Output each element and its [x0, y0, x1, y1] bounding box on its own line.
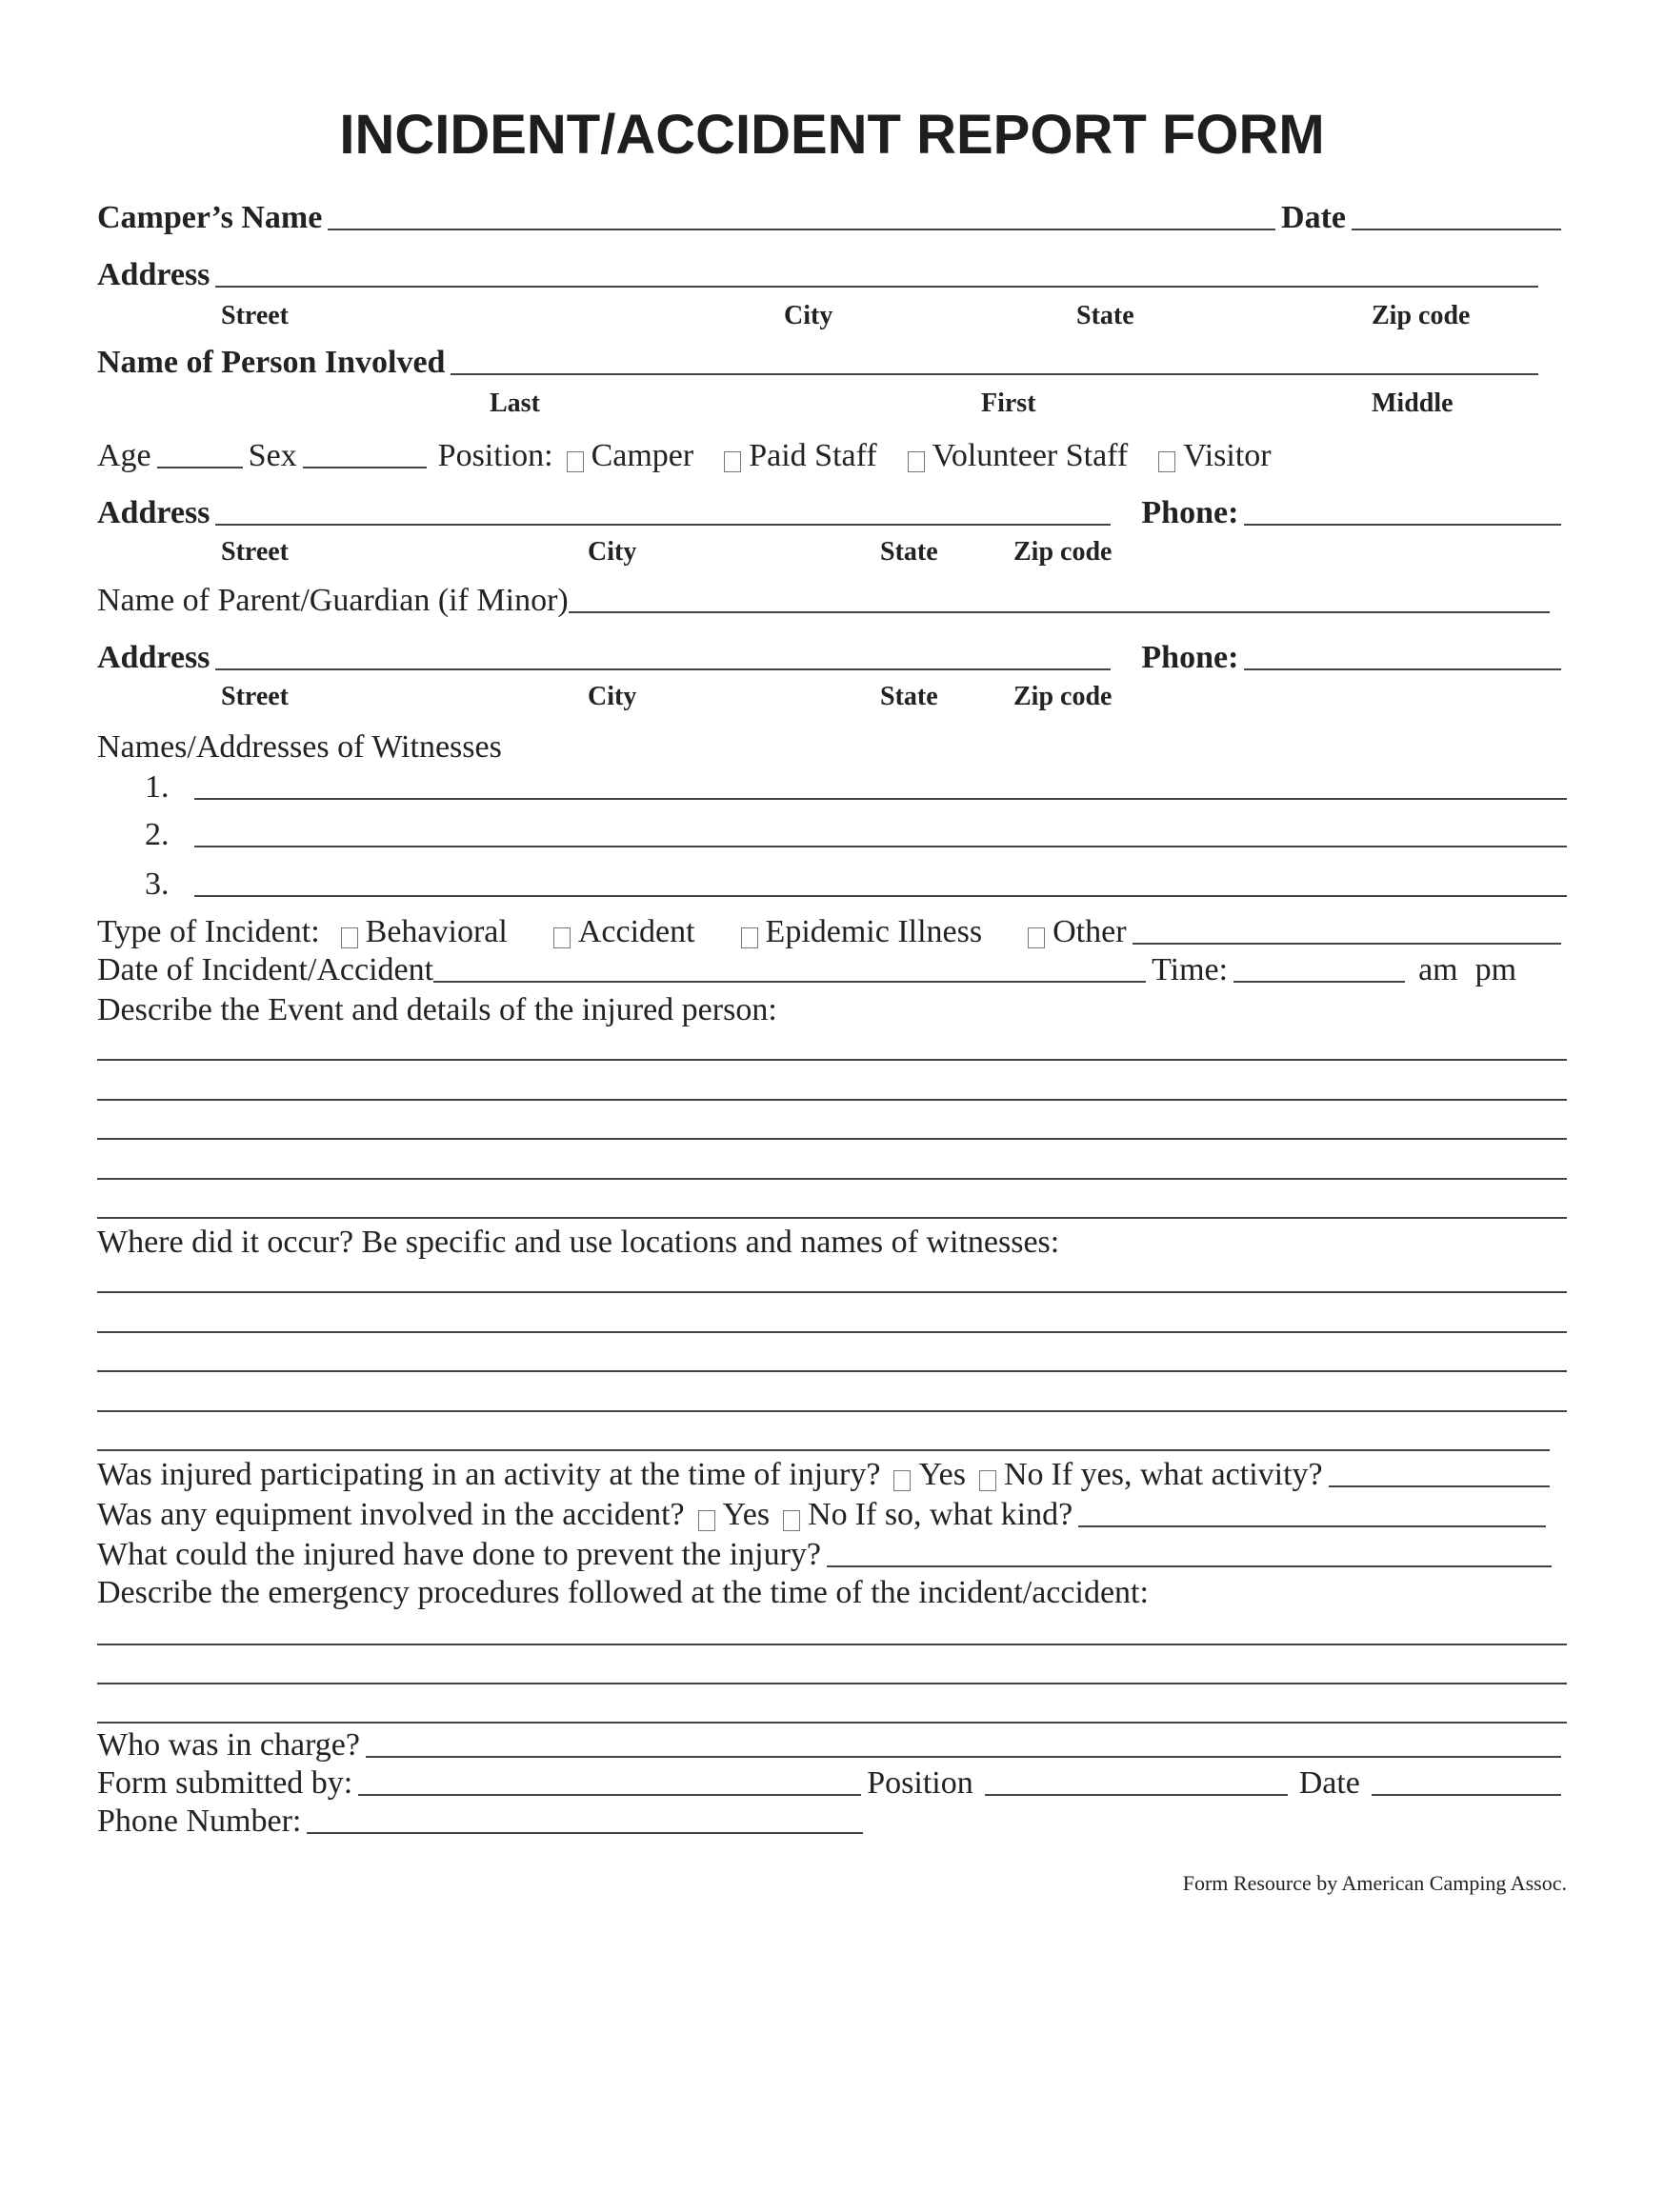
equipment-follow-label: If so, what kind?	[854, 1497, 1073, 1532]
describe-line-4[interactable]	[97, 1178, 1567, 1180]
emergency-line-2[interactable]	[97, 1683, 1567, 1684]
witnesses-label: Names/Addresses of Witnesses	[97, 729, 502, 765]
where-line-1[interactable]	[97, 1291, 1567, 1293]
age-field[interactable]	[157, 467, 243, 468]
activity-question: Was injured participating in an activity at the time of injury?	[97, 1457, 881, 1492]
type-other-label: Other	[1053, 914, 1127, 949]
prevention-field[interactable]	[827, 1565, 1552, 1567]
submitted-date-label: Date	[1298, 1765, 1360, 1801]
camper-date-field[interactable]	[1352, 229, 1561, 230]
equipment-no-checkbox[interactable]	[783, 1510, 800, 1531]
position-camper-checkbox[interactable]	[567, 451, 584, 472]
state-caption-2: State	[880, 537, 938, 567]
time-pm-label: pm	[1474, 952, 1517, 987]
type-accident-label: Accident	[577, 914, 695, 949]
phone-label-3: Phone:	[1141, 640, 1239, 675]
camper-date-label: Date	[1281, 200, 1346, 235]
phone-number-field[interactable]	[307, 1832, 863, 1834]
incident-time-field[interactable]	[1233, 981, 1405, 983]
witness-number-1: 1.	[145, 769, 170, 805]
address-field-2[interactable]	[215, 524, 1111, 526]
address-label-1: Address	[97, 257, 211, 292]
incident-type-label: Type of Incident:	[97, 914, 320, 949]
where-line-4[interactable]	[97, 1410, 1567, 1412]
incident-time-label: Time:	[1152, 952, 1229, 987]
activity-yes-label: Yes	[918, 1457, 966, 1492]
equipment-yes-label: Yes	[722, 1497, 771, 1532]
emergency-line-3[interactable]	[97, 1722, 1567, 1724]
submitted-position-label: Position	[867, 1765, 973, 1801]
describe-line-5[interactable]	[97, 1217, 1567, 1219]
phone-number-label: Phone Number:	[97, 1803, 302, 1839]
guardian-row	[97, 585, 1567, 617]
activity-question-row	[97, 1459, 1567, 1491]
time-am-label: am	[1418, 952, 1458, 987]
submitted-field[interactable]	[358, 1794, 861, 1796]
street-caption-1: Street	[221, 301, 289, 330]
person-involved-row	[97, 347, 1567, 379]
in-charge-row	[97, 1729, 1567, 1762]
type-epidemic-illness-label: Epidemic Illness	[765, 914, 983, 949]
address-field-1[interactable]	[215, 286, 1538, 288]
person-involved-label: Name of Person Involved	[97, 345, 446, 380]
position-camper-label: Camper	[591, 438, 694, 473]
witness-field-1[interactable]	[194, 798, 1567, 800]
equipment-no-label: No	[808, 1497, 848, 1532]
state-caption-3: State	[880, 682, 938, 711]
position-volunteer-staff-label: Volunteer Staff	[932, 438, 1129, 473]
position-visitor-label: Visitor	[1183, 438, 1272, 473]
zip-caption-3: Zip code	[1013, 682, 1113, 711]
phone-label-2: Phone:	[1141, 495, 1239, 530]
emergency-question-row	[97, 1577, 1567, 1609]
type-accident-checkbox[interactable]	[553, 927, 571, 948]
activity-follow-label: If yes, what activity?	[1051, 1457, 1323, 1492]
equipment-field[interactable]	[1078, 1525, 1546, 1527]
submitted-label: Form submitted by:	[97, 1765, 353, 1801]
describe-line-1[interactable]	[97, 1059, 1567, 1061]
city-caption-2: City	[588, 537, 637, 567]
type-epidemic-illness-checkbox[interactable]	[741, 927, 758, 948]
camper-name-field[interactable]	[328, 229, 1275, 230]
type-behavioral-label: Behavioral	[365, 914, 508, 949]
witnesses-row	[97, 731, 1567, 764]
witness-field-2[interactable]	[194, 846, 1567, 847]
type-behavioral-checkbox[interactable]	[341, 927, 358, 948]
address-row-3	[97, 642, 1567, 674]
activity-yes-checkbox[interactable]	[893, 1470, 911, 1491]
submitted-position-field[interactable]	[985, 1794, 1288, 1796]
sex-field[interactable]	[303, 467, 427, 468]
describe-line-3[interactable]	[97, 1138, 1567, 1140]
where-line-2[interactable]	[97, 1331, 1567, 1333]
address-row-1	[97, 259, 1567, 291]
guardian-label: Name of Parent/Guardian (if Minor)	[97, 583, 569, 618]
city-caption-3: City	[588, 682, 637, 711]
address-label-2: Address	[97, 495, 211, 530]
phone-field-3[interactable]	[1244, 668, 1561, 670]
equipment-question-row	[97, 1499, 1567, 1531]
incident-date-field[interactable]	[433, 981, 1146, 983]
emergency-question: Describe the emergency procedures followed at the time of the incident/accident:	[97, 1575, 1149, 1610]
witness-number-2: 2.	[145, 817, 170, 852]
form-title: INCIDENT/ACCIDENT REPORT FORM	[339, 104, 1325, 166]
zip-caption-2: Zip code	[1013, 537, 1113, 567]
sex-label: Sex	[248, 438, 297, 473]
age-sex-position-row	[97, 440, 1567, 472]
address-field-3[interactable]	[215, 668, 1111, 670]
person-involved-field[interactable]	[451, 373, 1538, 375]
equipment-yes-checkbox[interactable]	[698, 1510, 715, 1531]
emergency-line-1[interactable]	[97, 1644, 1567, 1645]
position-visitor-checkbox[interactable]	[1158, 451, 1175, 472]
position-label: Position:	[437, 438, 553, 473]
activity-no-checkbox[interactable]	[979, 1470, 996, 1491]
activity-field[interactable]	[1329, 1485, 1550, 1487]
address-row-2	[97, 497, 1567, 529]
describe-label: Describe the Event and details of the injured person:	[97, 992, 777, 1027]
camper-name-label: Camper’s Name	[97, 200, 323, 235]
where-line-5[interactable]	[97, 1449, 1550, 1451]
activity-no-label: No	[1003, 1457, 1044, 1492]
position-paid-staff-checkbox[interactable]	[724, 451, 741, 472]
state-caption-1: State	[1076, 301, 1134, 330]
position-volunteer-staff-checkbox[interactable]	[908, 451, 925, 472]
middle-caption: Middle	[1372, 389, 1453, 418]
prevention-question-row	[97, 1539, 1567, 1571]
address-label-3: Address	[97, 640, 211, 675]
submitted-row	[97, 1767, 1567, 1800]
phone-field-2[interactable]	[1244, 524, 1561, 526]
street-caption-3: Street	[221, 682, 289, 711]
camper-name-row	[97, 202, 1567, 234]
type-other-field[interactable]	[1133, 943, 1561, 945]
prevention-question: What could the injured have done to prevent the injury?	[97, 1537, 822, 1572]
incident-type-row	[97, 916, 1567, 948]
phone-number-row	[97, 1805, 1567, 1838]
guardian-field[interactable]	[569, 611, 1550, 613]
witness-field-3[interactable]	[194, 895, 1567, 897]
age-label: Age	[97, 438, 151, 473]
in-charge-field[interactable]	[366, 1756, 1561, 1758]
position-paid-staff-label: Paid Staff	[749, 438, 877, 473]
type-other-checkbox[interactable]	[1028, 927, 1045, 948]
submitted-date-field[interactable]	[1372, 1794, 1561, 1796]
where-label: Where did it occur? Be specific and use locations and names of witnesses:	[97, 1225, 1060, 1260]
city-caption-1: City	[784, 301, 833, 330]
footer-credit: Form Resource by American Camping Assoc.	[1182, 1871, 1567, 1895]
describe-line-2[interactable]	[97, 1099, 1567, 1101]
describe-row	[97, 994, 1567, 1026]
in-charge-label: Who was in charge?	[97, 1727, 360, 1763]
incident-date-row	[97, 954, 1567, 986]
equipment-question: Was any equipment involved in the accident?	[97, 1497, 685, 1532]
where-row	[97, 1226, 1567, 1259]
street-caption-2: Street	[221, 537, 289, 567]
last-caption: Last	[490, 389, 540, 418]
zip-caption-1: Zip code	[1372, 301, 1471, 330]
first-caption: First	[981, 389, 1036, 418]
incident-date-label: Date of Incident/Accident	[97, 952, 434, 987]
witness-number-3: 3.	[145, 867, 170, 902]
where-line-3[interactable]	[97, 1370, 1567, 1372]
